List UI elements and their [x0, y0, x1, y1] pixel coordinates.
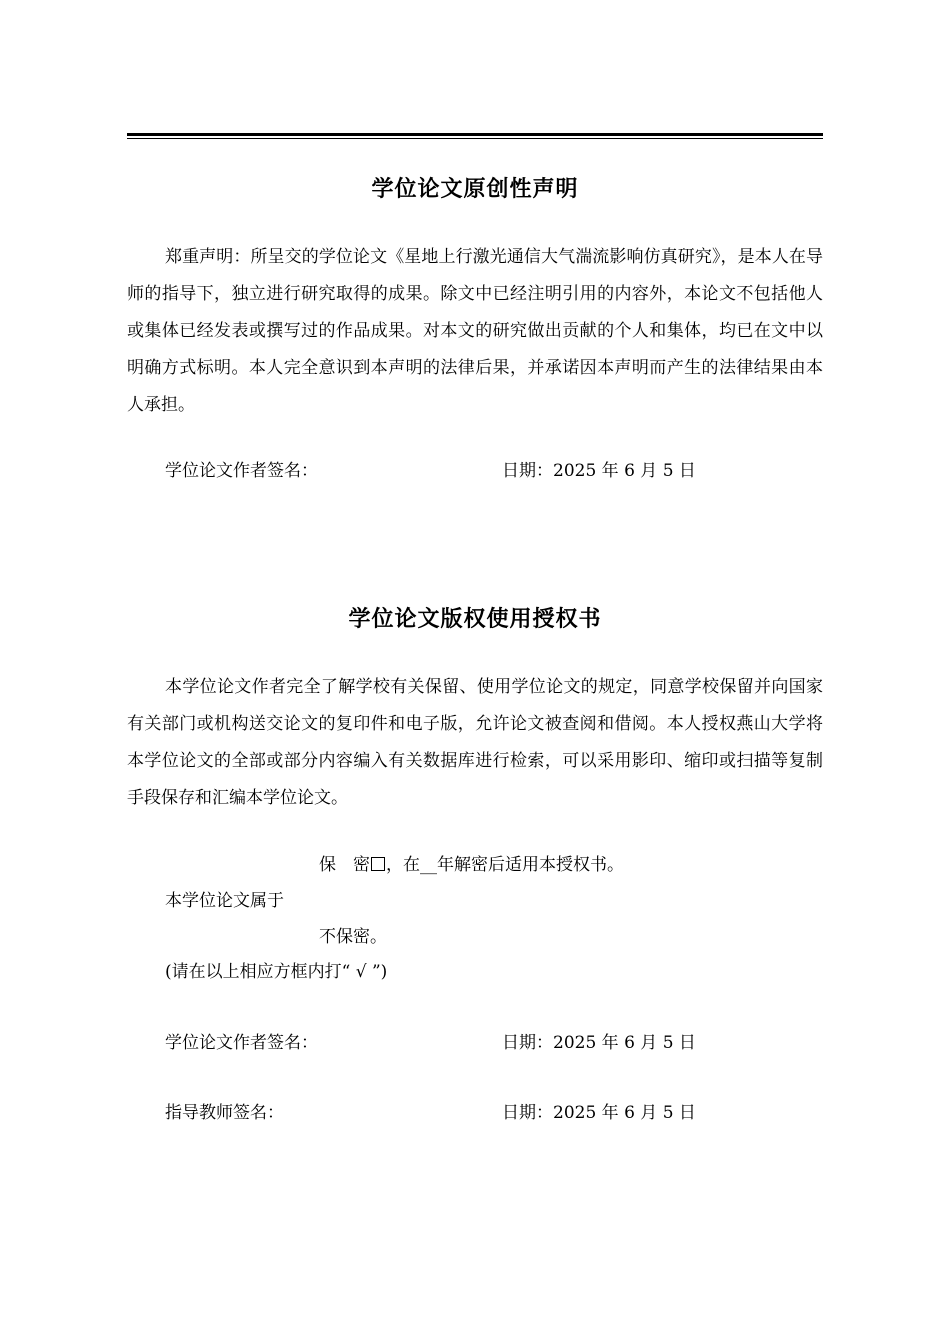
originality-statement: 郑重声明：所呈交的学位论文《星地上行激光通信大气湍流影响仿真研究》，是本人在导师的指导下，独立进行研究取得的成果。除文中已经注明引用的内容外，本论文不包括他人或集体已经发表或撰写过的作品成果。对本文的研究做出贡献的个人和集体，均已在文中以明确方式标明。本人完全意识到本声明的法律后果，并承诺因本声明而产生的法律结果由本人承担。	[127, 247, 823, 415]
secret-option	[319, 853, 624, 877]
originality-title: 学位论文原创性声明	[371, 177, 579, 202]
checkbox-instruction: (请在以上相应方框内打“ √ ”)	[165, 962, 388, 982]
author-date-1: 日期：2025 年 6 月 5 日	[502, 461, 696, 481]
advisor-sign-label: 指导教师签名：	[165, 1103, 284, 1123]
top-rule-thick	[127, 133, 823, 136]
secret-label: 保 密	[319, 855, 370, 875]
copyright-title: 学位论文版权使用授权书	[348, 607, 602, 632]
author-sign-label-2: 学位论文作者签名：	[165, 1033, 318, 1053]
top-rule-thin	[127, 138, 823, 139]
author-date-2: 日期：2025 年 6 月 5 日	[502, 1033, 696, 1053]
secret-suffix: ，在__年解密后适用本授权书。	[386, 855, 624, 875]
not-secret-option: 不保密。	[319, 927, 387, 947]
author-sign-label-1: 学位论文作者签名：	[165, 461, 318, 481]
thesis-belongs-label: 本学位论文属于	[165, 891, 284, 911]
copyright-statement: 本学位论文作者完全了解学校有关保留、使用学位论文的规定，同意学校保留并向国家有关部门或机构送交论文的复印件和电子版，允许论文被查阅和借阅。本人授权燕山大学将本学位论文的全部或部分内容编入有关数据库进行检索，可以采用影印、缩印或扫描等复制手段保存和汇编本学位论文。	[127, 677, 823, 808]
secret-checkbox[interactable]	[371, 857, 385, 871]
advisor-date: 日期：2025 年 6 月 5 日	[502, 1103, 696, 1123]
